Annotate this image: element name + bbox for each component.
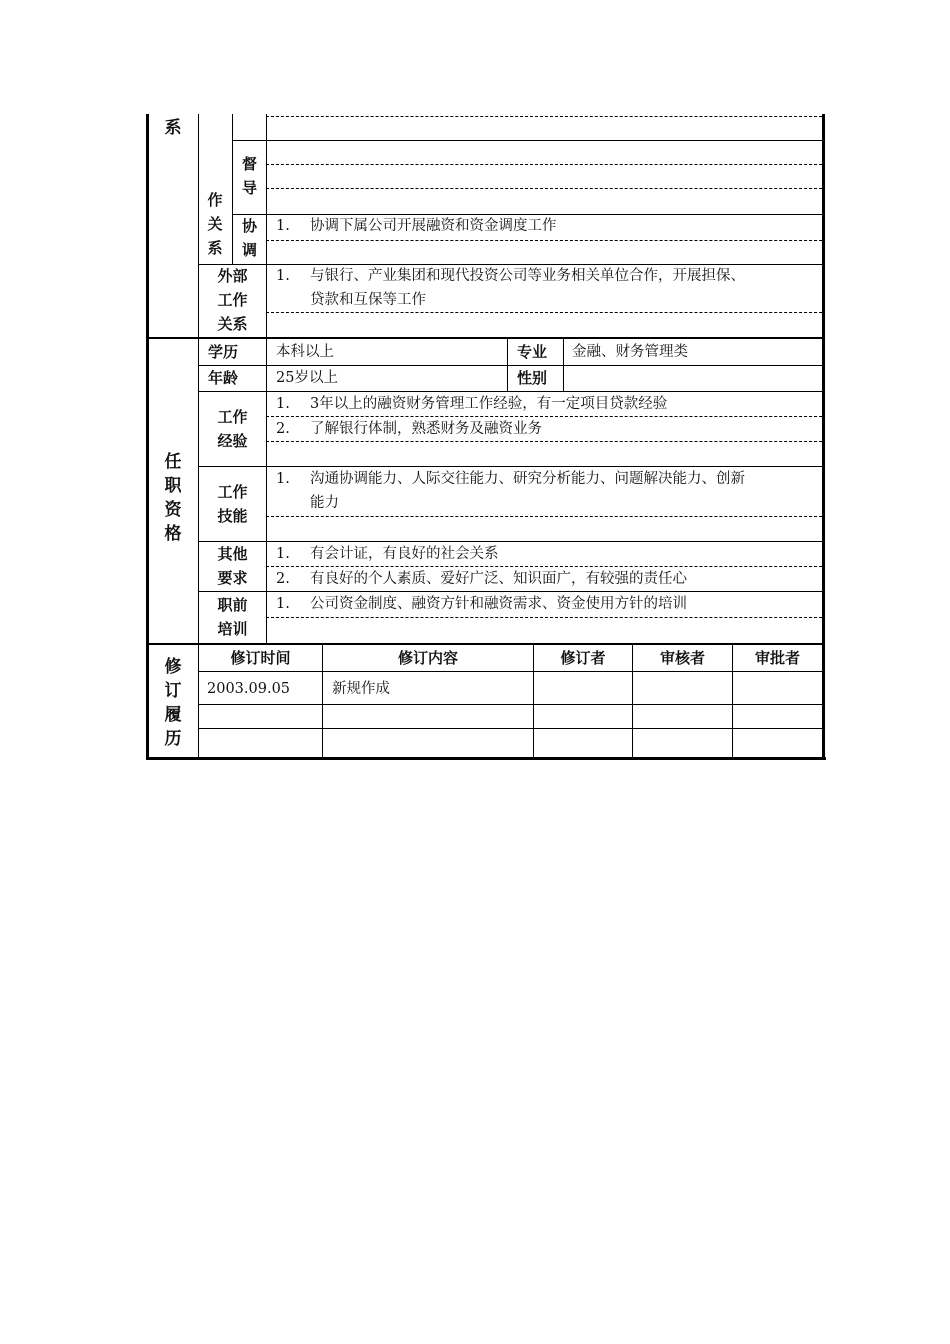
revision-content-cell: 新规作成 <box>332 681 390 697</box>
gender-label: 性别 <box>516 369 547 387</box>
section-divider-2 <box>149 643 822 645</box>
header-revision-content: 修订内容 <box>397 649 458 667</box>
header-revision-date: 修订时间 <box>230 649 291 667</box>
training-item: 1. 公司资金制度、融资方针和融资需求、资金使用方针的培训 <box>276 596 687 612</box>
section-divider-1 <box>149 337 822 339</box>
other-requirements-label: 其他 要求 <box>217 545 248 587</box>
skills-label: 工作 技能 <box>217 483 248 525</box>
experience-item: 2. 了解银行体制，熟悉财务及融资业务 <box>276 421 542 437</box>
age-value: 25岁以上 <box>276 370 338 386</box>
work-relations-label: 作 关 系 <box>207 191 223 257</box>
header-reviser: 修订者 <box>560 649 606 667</box>
external-relations-label: 外部 工作 关系 <box>217 267 248 333</box>
bottom-border <box>146 757 826 760</box>
section-label-revision: 修 订 履 历 <box>164 657 182 749</box>
supervise-label: 督 导 <box>241 155 257 197</box>
external-item: 1. 与银行、产业集团和现代投资公司等业务相关单位合作，开展担保、 贷款和互保等工作 <box>276 268 745 308</box>
header-approver: 审批者 <box>754 649 800 667</box>
education-label: 学历 <box>207 343 238 361</box>
section-label-qualifications: 任 职 资 格 <box>164 452 182 544</box>
experience-label: 工作 经验 <box>217 408 248 450</box>
other-requirement-item: 1. 有会计证，有良好的社会关系 <box>276 546 499 562</box>
coordinate-item: 1. 协调下属公司开展融资和资金调度工作 <box>276 218 557 234</box>
age-label: 年龄 <box>207 369 238 387</box>
skills-item: 1. 沟通协调能力、人际交往能力、研究分析能力、问题解决能力、创新 能力 <box>276 471 745 511</box>
section-label-relations: 系 <box>164 118 182 138</box>
education-value: 本科以上 <box>276 344 334 360</box>
training-label: 职前 培训 <box>217 596 248 638</box>
header-reviewer: 审核者 <box>659 649 705 667</box>
experience-item: 1. 3年以上的融资财务管理工作经验，有一定项目贷款经验 <box>276 396 668 412</box>
other-requirement-item: 2. 有良好的个人素质、爱好广泛、知识面广，有较强的责任心 <box>276 571 687 587</box>
right-border <box>822 114 825 759</box>
major-label: 专业 <box>516 343 547 361</box>
revision-date-cell: 2003.09.05 <box>207 681 291 697</box>
major-value: 金融、财务管理类 <box>572 344 688 360</box>
coordinate-label: 协 调 <box>241 217 257 259</box>
